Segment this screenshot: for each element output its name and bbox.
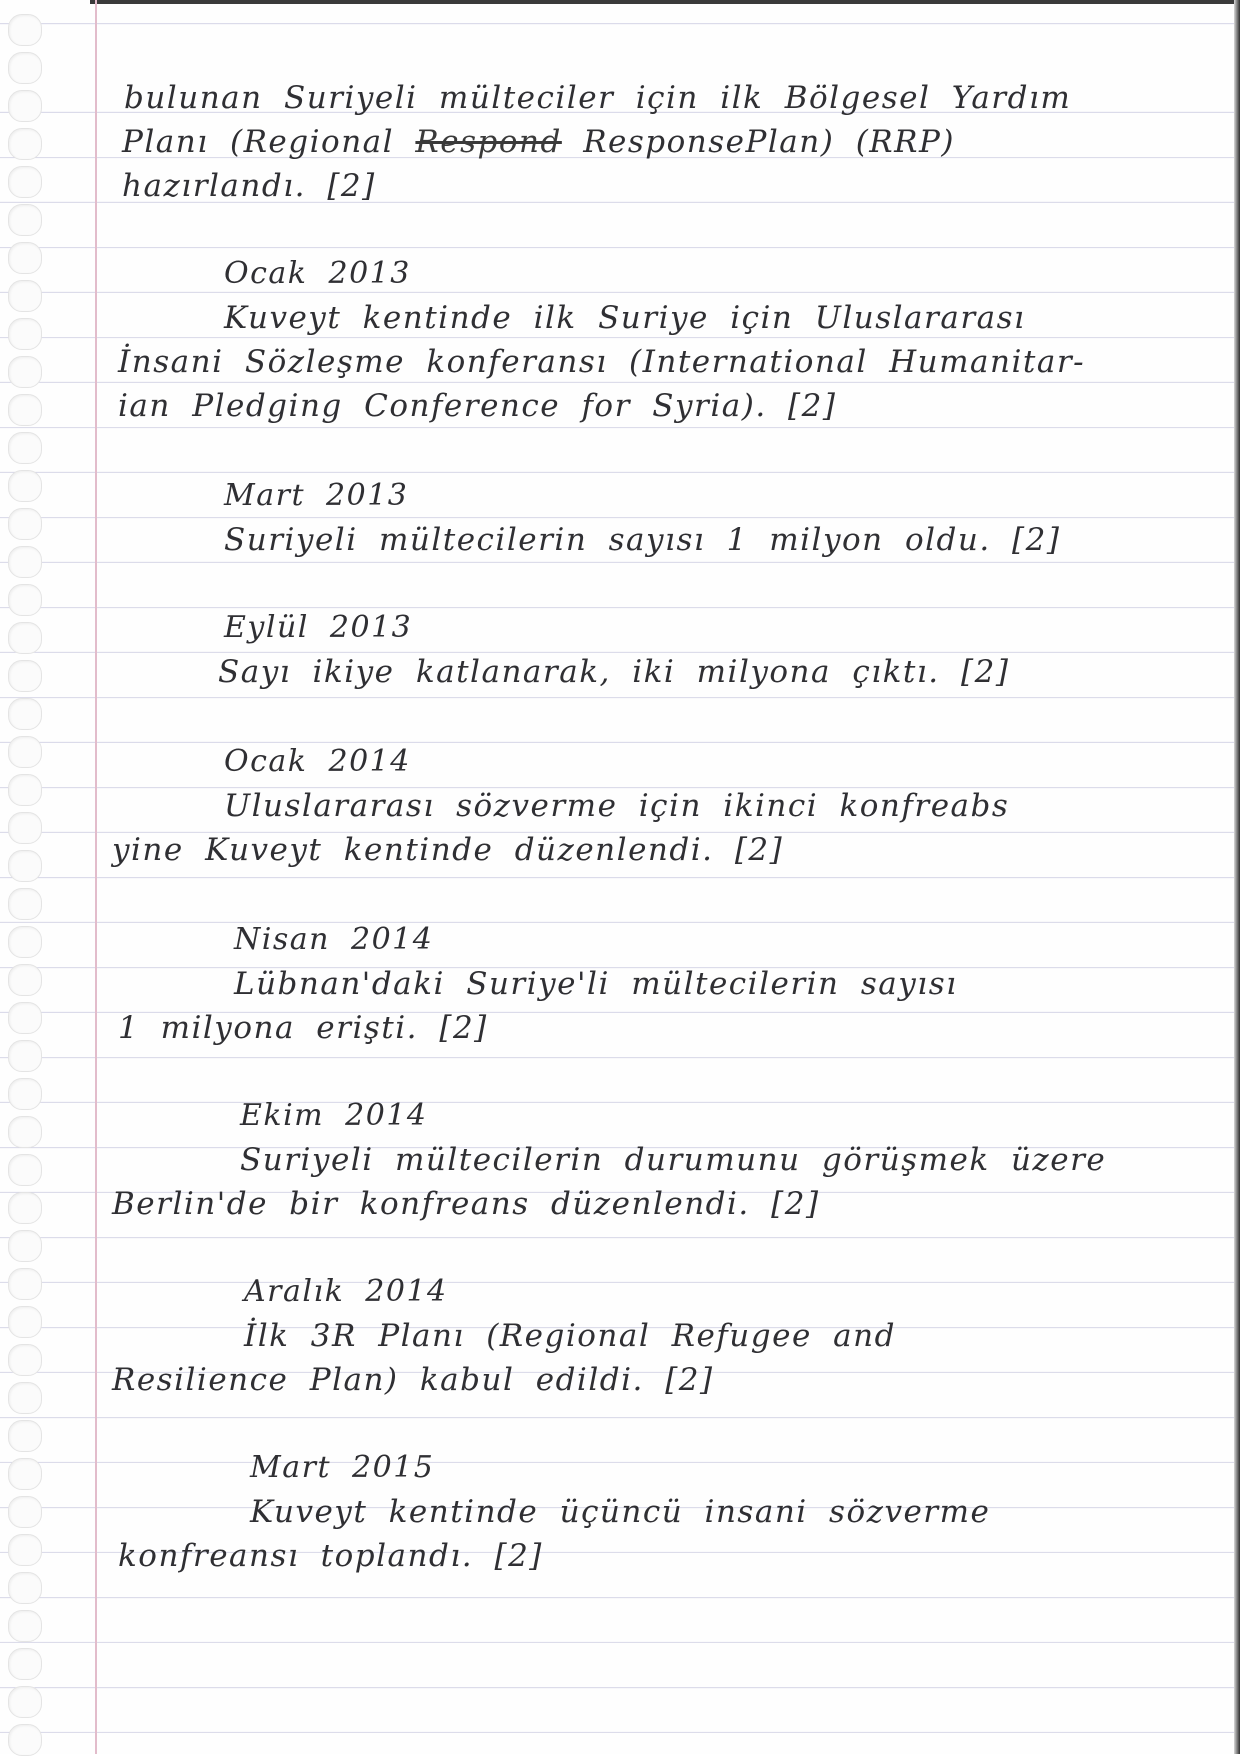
entry-text: Uluslararası sözverme için ikinci konfreabs [224,788,1010,824]
intro-line-1: bulunan Suriyeli mülteciler için ilk Bölgesel Yardım [124,80,1072,116]
entry-text: Suriyeli mültecilerin sayısı 1 milyon oldu. [2] [224,522,1061,558]
entry-text: yine Kuveyt kentinde düzenlendi. [2] [112,832,784,868]
entry-text: Kuveyt kentinde üçüncü insani sözverme [250,1494,991,1530]
intro-line-3: hazırlandı. [2] [122,168,376,204]
entry-date: Ekim 2014 [240,1098,428,1133]
intro-line-2-after: ResponsePlan) (RRP) [583,124,955,160]
entry-text: 1 milyona erişti. [2] [118,1010,488,1046]
entry-text: İlk 3R Planı (Regional Refugee and [244,1318,896,1354]
entry-date: Mart 2013 [224,478,409,513]
entry-text: Resilience Plan) kabul edildi. [2] [112,1362,714,1398]
entry-text: İnsani Sözleşme konferansı (International Humanitar- [118,344,1086,380]
entry-date: Aralık 2014 [244,1274,448,1309]
intro-line-2 [122,124,955,160]
entry-date: Nisan 2014 [234,922,434,957]
entry-date: Mart 2015 [250,1450,435,1485]
entry-date: Ocak 2014 [224,744,411,779]
entry-text: Sayı ikiye katlanarak, iki milyona çıktı. [2] [218,654,1010,690]
struck-word: Respond [415,124,562,160]
entry-text: Suriyeli mültecilerin durumunu görüşmek üzere [240,1142,1107,1178]
entry-text: Berlin'de bir konfreans düzenlendi. [2] [112,1186,820,1222]
entry-text: ian Pledging Conference for Syria). [2] [118,388,837,424]
entry-text: Kuveyt kentinde ilk Suriye için Uluslararası [224,300,1026,336]
entry-date: Eylül 2013 [224,610,413,645]
intro-line-2-before: Planı (Regional [122,124,395,160]
entry-date: Ocak 2013 [224,256,411,291]
entry-text: konfreansı toplandı. [2] [118,1538,543,1574]
entry-text: Lübnan'daki Suriye'li mültecilerin sayısı [234,966,958,1002]
